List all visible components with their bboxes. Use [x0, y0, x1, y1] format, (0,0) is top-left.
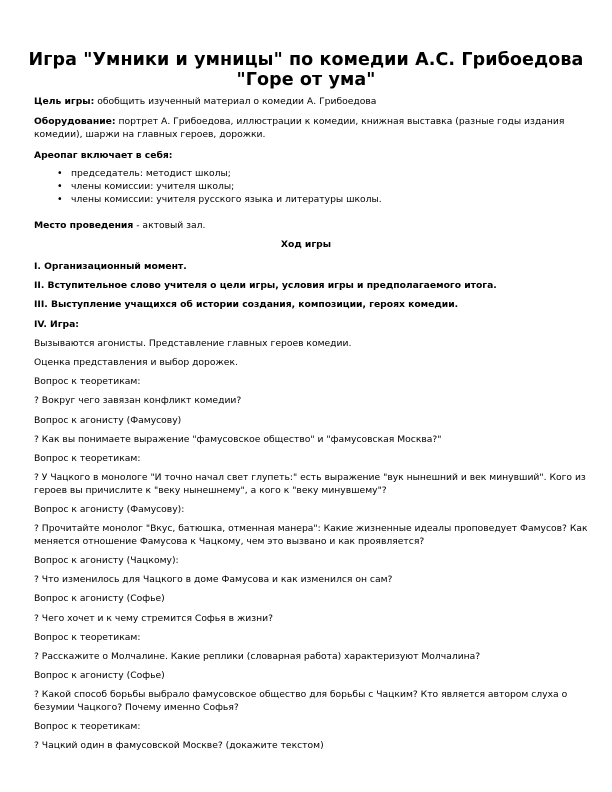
stage-item: IV. Игра:	[34, 319, 79, 330]
text-line: ? Как вы понимаете выражение "фамусовское общество" и "фамусовская Москва?"	[34, 434, 442, 445]
text-line: ? Прочитайте монолог "Вкус, батюшка, отменная манера": Какие жизненные идеалы проповедует Фамусов? Как	[34, 523, 588, 534]
stage-item: I. Организационный момент.	[34, 261, 187, 272]
text-line: Вопрос к агонисту (Фамусову):	[34, 504, 185, 515]
text-line: Вопрос к агонисту (Фамусову)	[34, 415, 182, 426]
areopag-heading: Ареопаг включает в себя:	[34, 150, 173, 161]
text-line: Вопрос к теоретикам:	[34, 632, 141, 643]
venue-text: - актовый зал.	[133, 220, 206, 231]
goal-label: Цель игры:	[34, 96, 95, 107]
text-line: Вопрос к теоретикам:	[34, 453, 141, 464]
goal-paragraph	[34, 95, 376, 108]
bullet-marker: •	[57, 168, 63, 179]
stage-item: II. Вступительное слово учителя о цели игры, условия игры и предполагаемого итога.	[34, 280, 497, 291]
text-line: ? Какой способ борьбы выбрало фамусовское общество для борьбы с Чацким? Кто является автором слуха о	[34, 689, 568, 700]
document-title	[20, 50, 592, 90]
text-line: ? Чацкий один в фамусовской Москве? (докажите текстом)	[34, 740, 324, 751]
title-line-1: Игра "Умники и умницы" по комедии А.С. Грибоедова	[28, 50, 584, 70]
text-line: Вопрос к теоретикам:	[34, 376, 141, 387]
bullet-marker: •	[57, 194, 63, 205]
bullet-marker: •	[57, 181, 63, 192]
stage-item: III. Выступление учащихся об истории создания, композиции, героях комедии.	[34, 299, 459, 310]
equipment-text-1: портрет А. Грибоедова, иллюстрации к комедии, книжная выставка (разные годы издания	[115, 116, 565, 127]
course-heading: Ход игры	[280, 239, 332, 250]
text-line: ? Чего хочет и к чему стремится Софья в жизни?	[34, 613, 273, 624]
areopag-item: председатель: методист школы;	[71, 168, 231, 179]
text-line: Вопрос к агонисту (Софье)	[34, 670, 165, 681]
goal-text: обобщить изученный материал о комедии А. Грибоедова	[94, 96, 377, 107]
text-line: меняется отношение Фамусова к Чацкому, чем это вызвано и как проявляется?	[34, 536, 425, 547]
venue-paragraph	[34, 219, 205, 232]
equipment-label: Оборудование:	[34, 116, 116, 127]
text-line: ? Расскажите о Молчалине. Какие реплики (словарная работа) характеризуют Молчалина?	[34, 651, 481, 662]
text-line: ? У Чацкого в монологе "И точно начал свет глупеть:" есть выражение "вук нынешний и век минувший". Кого из	[34, 472, 586, 483]
equipment-paragraph	[34, 115, 564, 128]
text-line: безумии Чацкого? Почему именно Софья?	[34, 702, 239, 713]
text-line: ? Вокруг чего завязан конфликт комедии?	[34, 395, 242, 406]
text-line: Вопрос к теоретикам:	[34, 721, 141, 732]
text-line: Вопрос к агонисту (Софье)	[34, 593, 165, 604]
title-line-2: "Горе от ума"	[236, 70, 376, 90]
text-line: ? Что изменилось для Чацкого в доме Фамусова и как изменился он сам?	[34, 574, 393, 585]
text-line: Вопрос к агонисту (Чацкому):	[34, 555, 179, 566]
areopag-item: члены комиссии: учителя русского языка и литературы школы.	[71, 194, 382, 205]
text-line: Вызываются агонисты. Представление главных героев комедии.	[34, 338, 352, 349]
areopag-item: члены комиссии: учителя школы;	[71, 181, 235, 192]
text-line: Оценка представления и выбор дорожек.	[34, 357, 238, 368]
venue-label: Место проведения	[34, 220, 134, 231]
equipment-text-2: комедии), шаржи на главных героев, дорожки.	[34, 129, 266, 140]
text-line: героев вы причислите к "веку нынешнему", а кого к "веку минувшему"?	[34, 485, 387, 496]
